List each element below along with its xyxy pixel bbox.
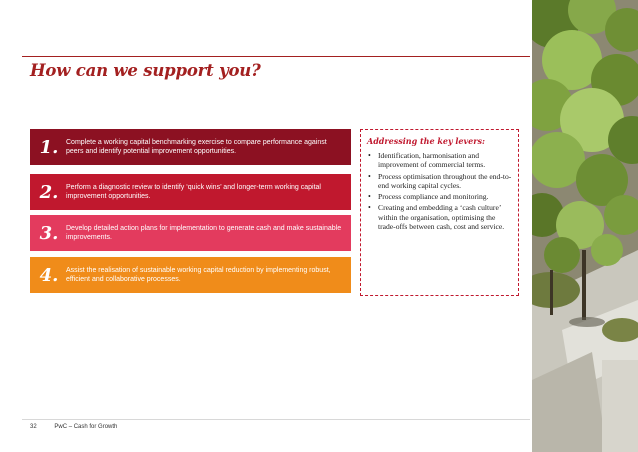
bullet-icon: • — [368, 203, 371, 213]
lever-item-text: Process compliance and monitoring. — [378, 192, 489, 202]
bullet-icon: • — [368, 192, 371, 202]
step-2-text: Perform a diagnostic review to identify ‘quick wins’ and longer-term working capital improvement opportunities. — [66, 184, 321, 200]
step-2-number: 2. — [39, 181, 59, 203]
lever-item-text: Creating and embedding a ‘cash culture’ within the organisation, optimising the trade-offs between cash, cost and service. — [378, 203, 505, 232]
tree-photo-art — [532, 0, 638, 452]
key-levers-heading: Addressing the key levers: — [367, 136, 485, 146]
lever-item — [367, 192, 512, 201]
page-number: 32 — [30, 424, 37, 430]
lever-item — [367, 203, 512, 231]
step-1 — [30, 129, 351, 165]
footer — [30, 424, 117, 430]
lever-item — [367, 151, 512, 170]
step-4-number: 4. — [39, 264, 59, 286]
step-1-text: Complete a working capital benchmarking exercise to compare performance against peers and identify potential improvement opportunities. — [66, 139, 327, 155]
publication-name: PwC – Cash for Growth — [54, 424, 118, 430]
step-3 — [30, 215, 351, 251]
lever-item-text: Identification, harmonisation and improvement of commercial terms. — [378, 151, 486, 170]
key-levers-box — [360, 129, 519, 296]
step-4 — [30, 257, 351, 293]
header-rule — [22, 56, 530, 57]
bullet-icon: • — [368, 171, 371, 181]
step-2 — [30, 174, 351, 210]
page-title: How can we support you? — [30, 61, 261, 80]
lever-item — [367, 172, 512, 191]
footer-rule — [22, 419, 530, 420]
step-3-text: Develop detailed action plans for implementation to generate cash and make sustainable improvements. — [66, 225, 342, 241]
step-3-number: 3. — [39, 222, 59, 244]
step-4-text: Assist the realisation of sustainable working capital reduction by implementing robust, efficient and collaborative processes. — [66, 267, 331, 283]
step-1-number: 1. — [39, 136, 59, 158]
bullet-icon: • — [368, 151, 371, 160]
key-levers-list — [367, 151, 512, 231]
lever-item-text: Process optimisation throughout the end-to-end working capital cycles. — [378, 171, 512, 190]
tree-photo — [532, 0, 638, 452]
